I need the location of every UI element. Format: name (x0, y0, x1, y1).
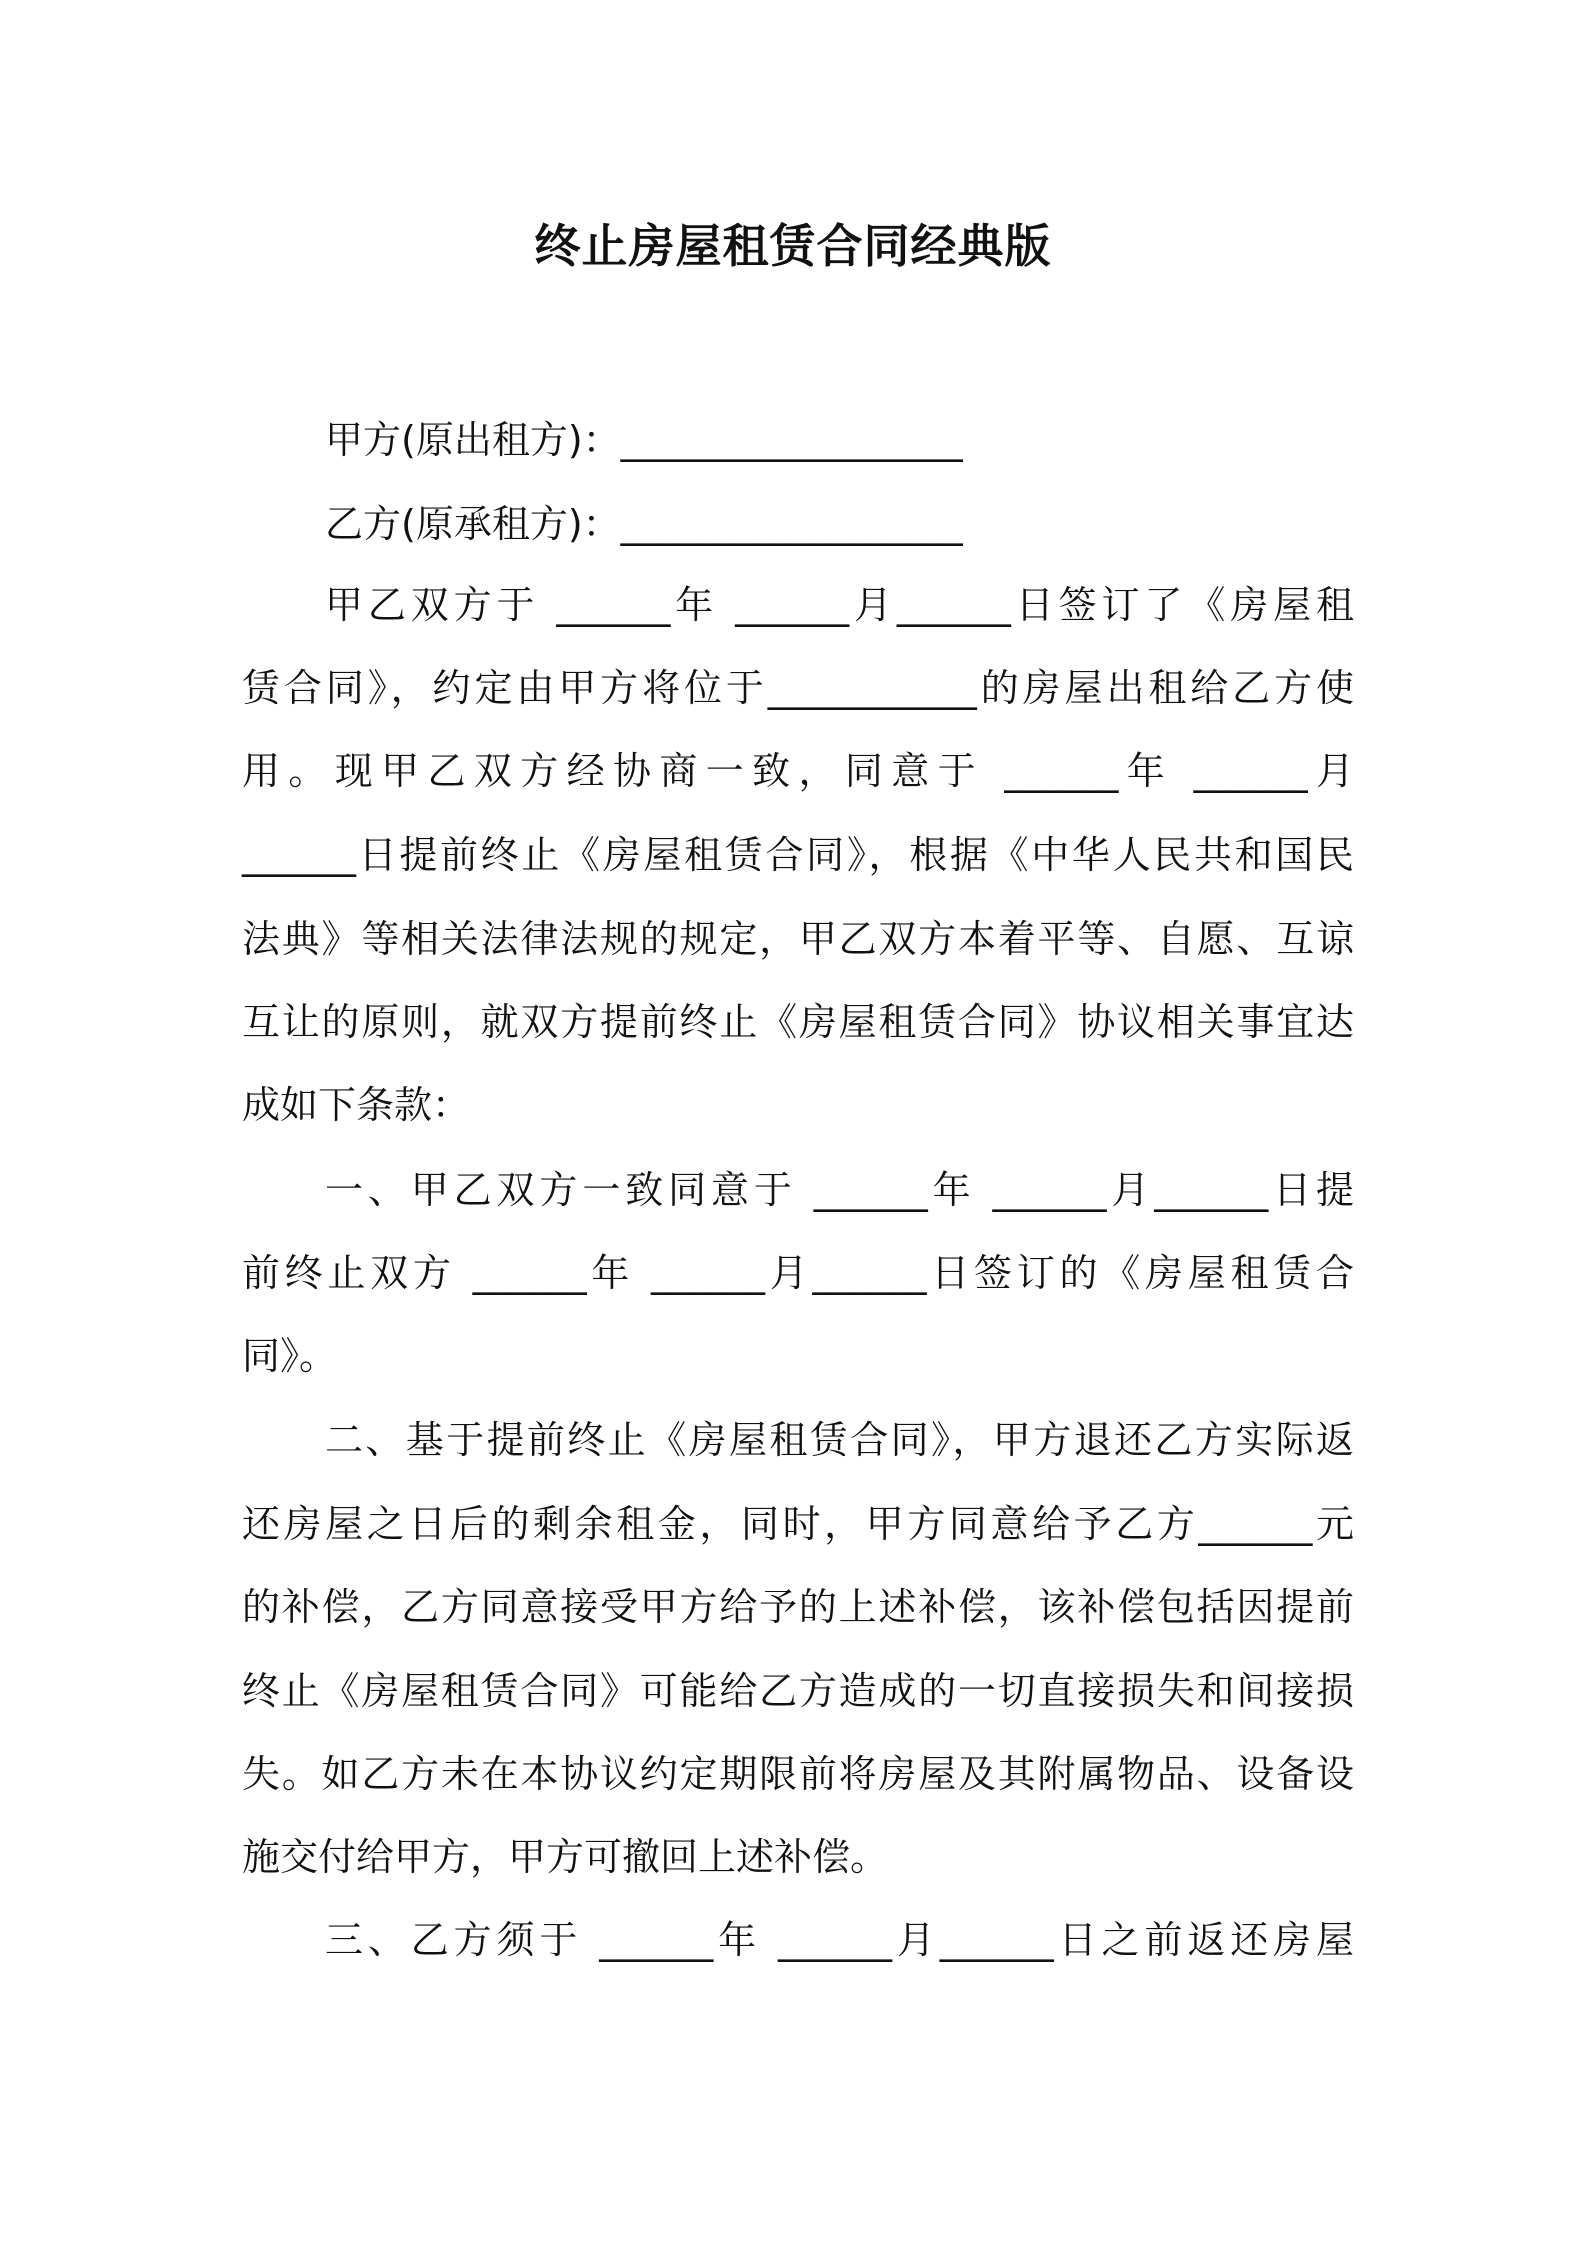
clause-2-line: 施交付给甲方，甲方可撤回上述补偿。 (242, 1835, 889, 1879)
clause-2-line: 终止《房屋租赁合同》可能给乙方造成的一切直接损失和间接损 (242, 1669, 1354, 1713)
clause-2-line: 还房屋之日后的剩余租金，同时，甲方同意给予乙方______元 (242, 1502, 1354, 1546)
clause-2-line: 二、基于提前终止《房屋租赁合同》，甲方退还乙方实际返 (325, 1418, 1354, 1462)
body-line: 法典》等相关法律法规的规定，甲乙双方本着平等、自愿、互谅 (242, 917, 1354, 961)
body-line: 用。现甲乙双方经协商一致，同意于 ______年 ______月 (242, 749, 1354, 793)
clause-1-line: 同》。 (242, 1334, 338, 1378)
body-line: ______日提前终止《房屋租赁合同》，根据《中华人民共和国民 (242, 833, 1354, 877)
body-line: 成如下条款： (242, 1083, 471, 1127)
clause-2-line: 失。如乙方未在本协议约定期限前将房屋及其附属物品、设备设 (242, 1752, 1354, 1796)
clause-1-line: 前终止双方 ______年 ______月______日签订的《房屋租赁合 (242, 1251, 1354, 1295)
clause-2-line: 的补偿，乙方同意接受甲方给予的上述补偿，该补偿包括因提前 (242, 1585, 1354, 1629)
clause-3-line: 三、乙方须于 ______年 ______月______日之前返还房屋 (325, 1918, 1354, 1962)
document-title: 终止房屋租赁合同经典版 (534, 219, 1052, 273)
body-line: 甲乙双方于 ______年 ______月______日签订了《房屋租 (325, 583, 1354, 627)
clause-1-line: 一、甲乙双方一致同意于 ______年 ______月______日提 (325, 1168, 1354, 1212)
party-a-line: 甲方(原出租方)：__________________ (325, 418, 963, 462)
body-line: 赁合同》，约定由甲方将位于___________的房屋出租给乙方使 (242, 666, 1354, 710)
body-line: 互让的原则，就双方提前终止《房屋租赁合同》协议相关事宜达 (242, 1000, 1354, 1044)
party-b-line: 乙方(原承租方)：__________________ (325, 502, 963, 546)
